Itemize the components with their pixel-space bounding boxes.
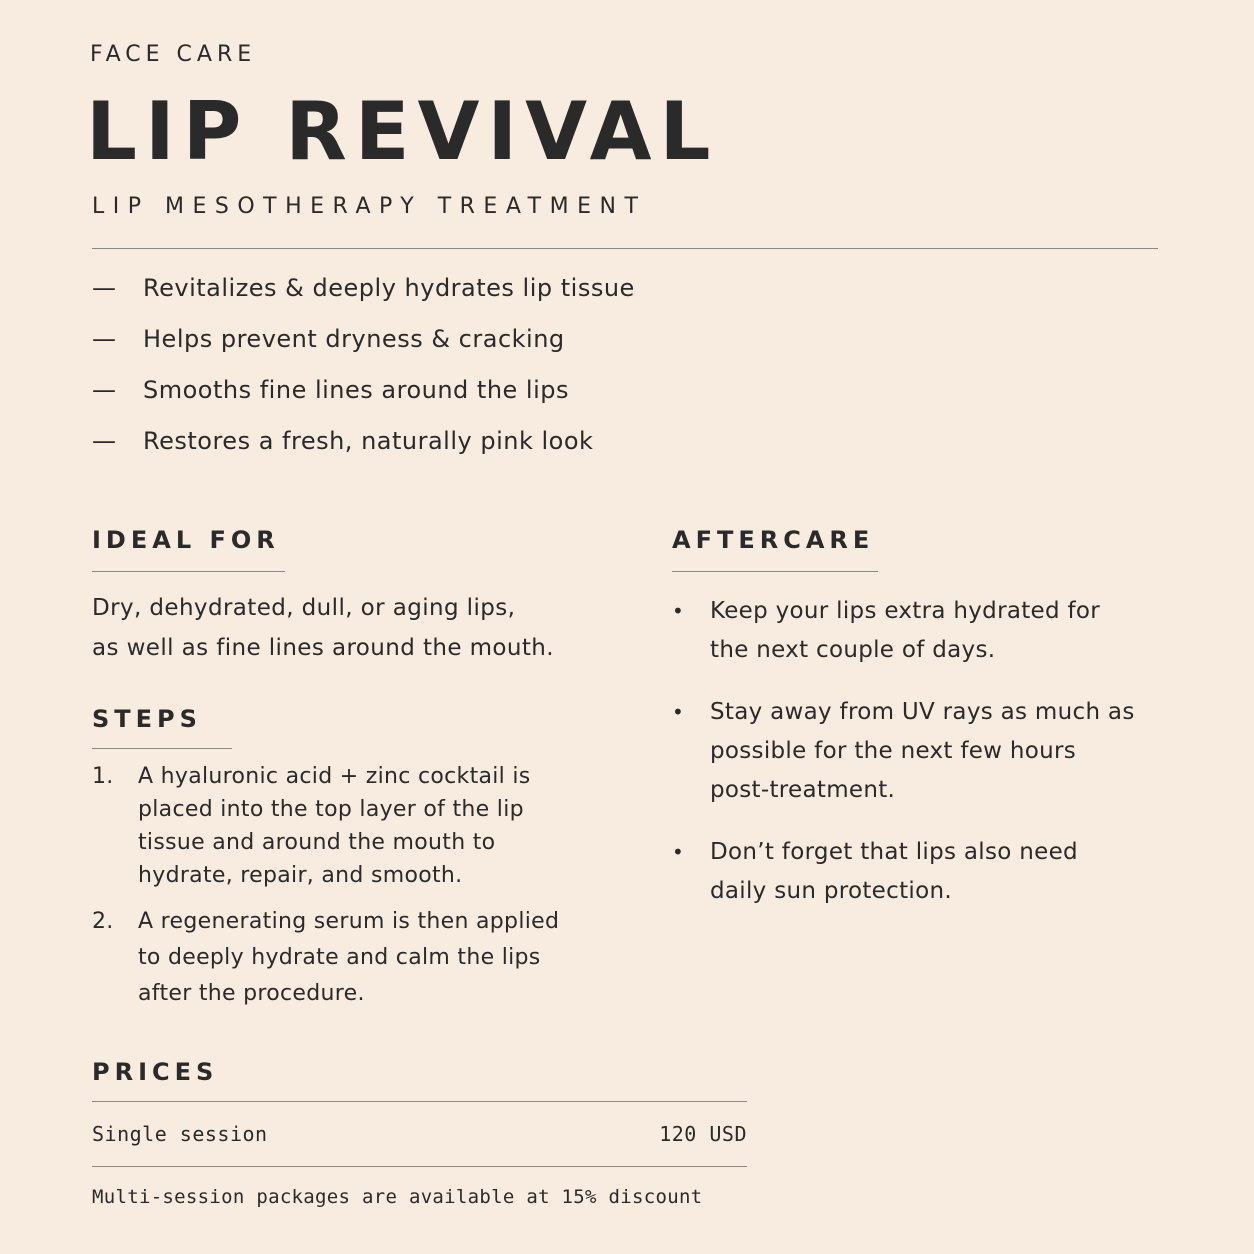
steps-list [92, 760, 562, 1012]
step-text: A hyaluronic acid + zinc cocktail is placed into the top layer of the lip tissue and around the mouth to hydrate, repair, and smooth. [138, 764, 531, 888]
ideal-for-line: as well as fine lines around the mouth. [92, 635, 554, 661]
price-value: 120 USD [659, 1122, 747, 1146]
step-number: 2. [92, 909, 114, 934]
benefit-text: Revitalizes & deeply hydrates lip tissue [143, 274, 635, 302]
prices-heading: PRICES [92, 1058, 219, 1086]
aftercare-item [672, 592, 1142, 670]
price-label: Single session [92, 1122, 268, 1146]
ideal-for-divider [92, 571, 285, 572]
page-title: LIP REVIVAL [86, 85, 719, 178]
ideal-for-line: Dry, dehydrated, dull, or aging lips, [92, 595, 516, 621]
benefit-item [92, 376, 635, 427]
dash-icon: — [92, 427, 117, 455]
aftercare-text: Don’t forget that lips also need daily sun protection. [710, 839, 1078, 904]
dash-icon: — [92, 325, 117, 353]
benefit-item [92, 427, 635, 478]
aftercare-text: Stay away from UV rays as much as possible for the next few hours post-treatment. [710, 699, 1135, 803]
ideal-for-text [92, 588, 554, 668]
aftercare-item [672, 833, 1142, 911]
dash-icon: — [92, 376, 117, 404]
steps-divider [92, 748, 232, 749]
steps-heading: STEPS [92, 705, 202, 733]
benefits-list [92, 274, 635, 478]
prices-bottom-divider [92, 1166, 747, 1167]
page-subtitle: LIP MESOTHERAPY TREATMENT [92, 194, 647, 219]
ideal-for-heading: IDEAL FOR [92, 526, 280, 554]
step-item [92, 904, 562, 1012]
benefit-item [92, 325, 635, 376]
prices-top-divider [92, 1101, 747, 1102]
benefit-text: Helps prevent dryness & cracking [143, 325, 565, 353]
step-number: 1. [92, 764, 114, 789]
price-row [92, 1122, 747, 1146]
header-divider [92, 248, 1158, 249]
aftercare-heading: AFTERCARE [672, 526, 875, 554]
benefit-text: Smooths fine lines around the lips [143, 376, 570, 404]
step-item [92, 760, 562, 892]
bullet-icon: • [672, 599, 685, 623]
aftercare-list [672, 592, 1142, 934]
category-label: FACE CARE [90, 42, 257, 67]
aftercare-item [672, 693, 1142, 810]
bullet-icon: • [672, 700, 685, 724]
aftercare-text: Keep your lips extra hydrated for the next couple of days. [710, 598, 1101, 663]
step-text: A regenerating serum is then applied to deeply hydrate and calm the lips after the procedure. [138, 909, 560, 1006]
benefit-text: Restores a fresh, naturally pink look [143, 427, 594, 455]
bullet-icon: • [672, 840, 685, 864]
dash-icon: — [92, 274, 117, 302]
aftercare-divider [672, 571, 878, 572]
price-note: Multi-session packages are available at 15% discount [92, 1186, 703, 1208]
benefit-item [92, 274, 635, 325]
